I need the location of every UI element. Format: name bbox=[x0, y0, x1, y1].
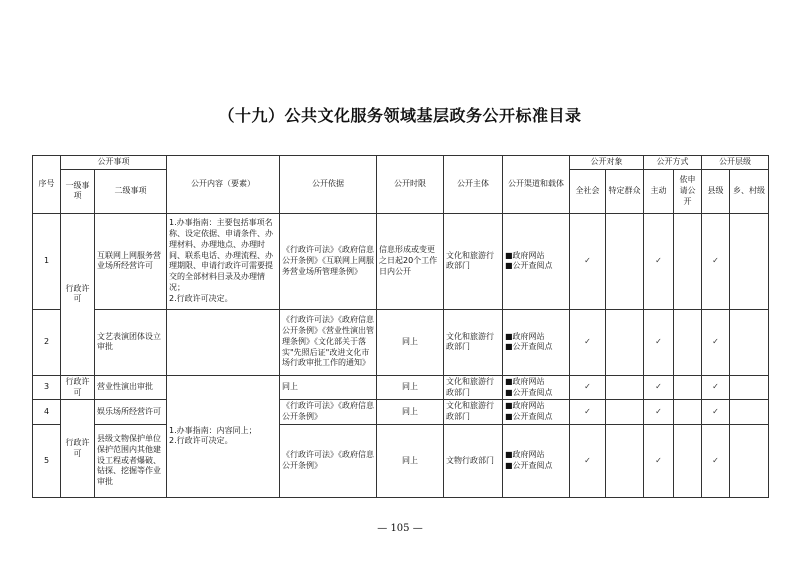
check-icon: ✓ bbox=[644, 424, 674, 497]
table-row bbox=[33, 424, 769, 497]
empty-cell bbox=[606, 375, 644, 400]
empty-cell bbox=[674, 309, 702, 375]
row-channel bbox=[503, 309, 570, 375]
row-level2: 营业性演出审批 bbox=[95, 375, 167, 400]
row-seq: 4 bbox=[33, 400, 61, 425]
channel-website: ■政府网站 bbox=[505, 331, 545, 341]
channel-website: ■政府网站 bbox=[505, 250, 545, 260]
content-line: 1.办事指南：主要包括事项名称、设定依据、申请条件、办理材料、办理地点、办理时间、联系电话、办理流程、办理期限、申请行政许可需要提交的全部材料目录及办理情况； bbox=[169, 218, 273, 292]
row-seq: 1 bbox=[33, 213, 61, 309]
header-channel: 公开渠道和载体 bbox=[503, 156, 570, 214]
content-line: 2.行政许可决定。 bbox=[169, 293, 233, 303]
row-content-shared bbox=[167, 375, 280, 497]
empty-cell bbox=[606, 424, 644, 497]
empty-cell bbox=[674, 424, 702, 497]
empty-cell bbox=[730, 309, 769, 375]
row-seq: 3 bbox=[33, 375, 61, 400]
header-method: 公开方式 bbox=[644, 156, 702, 170]
check-icon: ✓ bbox=[644, 213, 674, 309]
channel-website: ■政府网站 bbox=[505, 376, 545, 386]
empty-cell bbox=[606, 400, 644, 425]
row-time-limit: 同上 bbox=[377, 309, 444, 375]
row-basis: 《行政许可法》《政府信息公开条例》《营业性演出管理条例》《文化部关于落实"先照后证"改进文化市场行政审批工作的通知》 bbox=[280, 309, 377, 375]
row-basis: 同上 bbox=[280, 375, 377, 400]
row-content bbox=[167, 309, 280, 375]
channel-reading-point: ■公开查阅点 bbox=[505, 387, 553, 397]
table-row bbox=[33, 309, 769, 375]
empty-cell bbox=[730, 375, 769, 400]
row-level2: 互联网上网服务营业场所经营许可 bbox=[95, 213, 167, 309]
check-icon: ✓ bbox=[570, 213, 606, 309]
header-public-items: 公开事项 bbox=[61, 156, 167, 170]
header-subject: 公开主体 bbox=[444, 156, 503, 214]
catalog-table bbox=[32, 155, 769, 498]
row-level1: 行政许可 bbox=[61, 375, 95, 400]
row-basis: 《行政许可法》《政府信息公开条例》 bbox=[280, 400, 377, 425]
check-icon: ✓ bbox=[702, 309, 730, 375]
header-active: 主动 bbox=[644, 169, 674, 213]
row-seq: 2 bbox=[33, 309, 61, 375]
row-subject: 文化和旅游行政部门 bbox=[444, 375, 503, 400]
row-seq: 5 bbox=[33, 424, 61, 497]
check-icon: ✓ bbox=[644, 400, 674, 425]
row-basis: 《行政许可法》《政府信息公开条例》《互联网上网服务营业场所管理条例》 bbox=[280, 213, 377, 309]
empty-cell bbox=[674, 213, 702, 309]
header-seq: 序号 bbox=[33, 156, 61, 214]
channel-reading-point: ■公开查阅点 bbox=[505, 261, 553, 271]
row-level1: 行政许可 bbox=[61, 400, 95, 498]
header-basis: 公开依据 bbox=[280, 156, 377, 214]
header-township: 乡、村级 bbox=[730, 169, 769, 213]
row-subject: 文物行政部门 bbox=[444, 424, 503, 497]
row-level1: 行政许可 bbox=[61, 213, 95, 375]
header-all-society: 全社会 bbox=[570, 169, 606, 213]
row-channel bbox=[503, 213, 570, 309]
table-row bbox=[33, 213, 769, 309]
empty-cell bbox=[730, 213, 769, 309]
row-subject: 文化和旅游行政部门 bbox=[444, 213, 503, 309]
table-row bbox=[33, 375, 769, 400]
document-title: （十九）公共文化服务领域基层政务公开标准目录 bbox=[218, 106, 582, 125]
empty-cell bbox=[674, 375, 702, 400]
empty-cell bbox=[606, 213, 644, 309]
channel-website: ■政府网站 bbox=[505, 401, 545, 411]
check-icon: ✓ bbox=[702, 213, 730, 309]
empty-cell bbox=[606, 309, 644, 375]
row-time-limit: 同上 bbox=[377, 375, 444, 400]
row-level2: 娱乐场所经营许可 bbox=[95, 400, 167, 425]
row-time-limit: 同上 bbox=[377, 400, 444, 425]
check-icon: ✓ bbox=[570, 400, 606, 425]
row-channel bbox=[503, 424, 570, 497]
content-line: 2.行政许可决定。 bbox=[169, 436, 233, 446]
header-time-limit: 公开时限 bbox=[377, 156, 444, 214]
row-level2: 文艺表演团体设立审批 bbox=[95, 309, 167, 375]
header-level1: 一级事项 bbox=[61, 169, 95, 213]
content-line: 1.办事指南：内容同上； bbox=[169, 425, 257, 435]
check-icon: ✓ bbox=[570, 424, 606, 497]
check-icon: ✓ bbox=[570, 375, 606, 400]
header-level2: 二级事项 bbox=[95, 169, 167, 213]
channel-reading-point: ■公开查阅点 bbox=[505, 460, 553, 470]
row-channel bbox=[503, 400, 570, 425]
empty-cell bbox=[730, 424, 769, 497]
header-level: 公开层级 bbox=[702, 156, 769, 170]
row-time-limit: 信息形成或变更之日起20个工作日内公开 bbox=[377, 213, 444, 309]
check-icon: ✓ bbox=[644, 375, 674, 400]
empty-cell bbox=[730, 400, 769, 425]
page-number: — 105 — bbox=[377, 523, 423, 534]
row-content bbox=[167, 213, 280, 309]
header-specific-groups: 特定群众 bbox=[606, 169, 644, 213]
check-icon: ✓ bbox=[702, 424, 730, 497]
row-level2: 县级文物保护单位保护范围内其他建设工程或者爆破、钻探、挖掘等作业审批 bbox=[95, 424, 167, 497]
table-row bbox=[33, 400, 769, 425]
header-content: 公开内容（要素） bbox=[167, 156, 280, 214]
row-subject: 文化和旅游行政部门 bbox=[444, 309, 503, 375]
row-channel bbox=[503, 375, 570, 400]
empty-cell bbox=[674, 400, 702, 425]
check-icon: ✓ bbox=[570, 309, 606, 375]
check-icon: ✓ bbox=[702, 375, 730, 400]
check-icon: ✓ bbox=[644, 309, 674, 375]
channel-website: ■政府网站 bbox=[505, 450, 545, 460]
row-time-limit: 同上 bbox=[377, 424, 444, 497]
channel-reading-point: ■公开查阅点 bbox=[505, 412, 553, 422]
header-on-request: 依申请公开 bbox=[674, 169, 702, 213]
channel-reading-point: ■公开查阅点 bbox=[505, 342, 553, 352]
header-object: 公开对象 bbox=[570, 156, 644, 170]
header-county: 县级 bbox=[702, 169, 730, 213]
row-basis: 《行政许可法》《政府信息公开条例》 bbox=[280, 424, 377, 497]
row-subject: 文化和旅游行政部门 bbox=[444, 400, 503, 425]
check-icon: ✓ bbox=[702, 400, 730, 425]
